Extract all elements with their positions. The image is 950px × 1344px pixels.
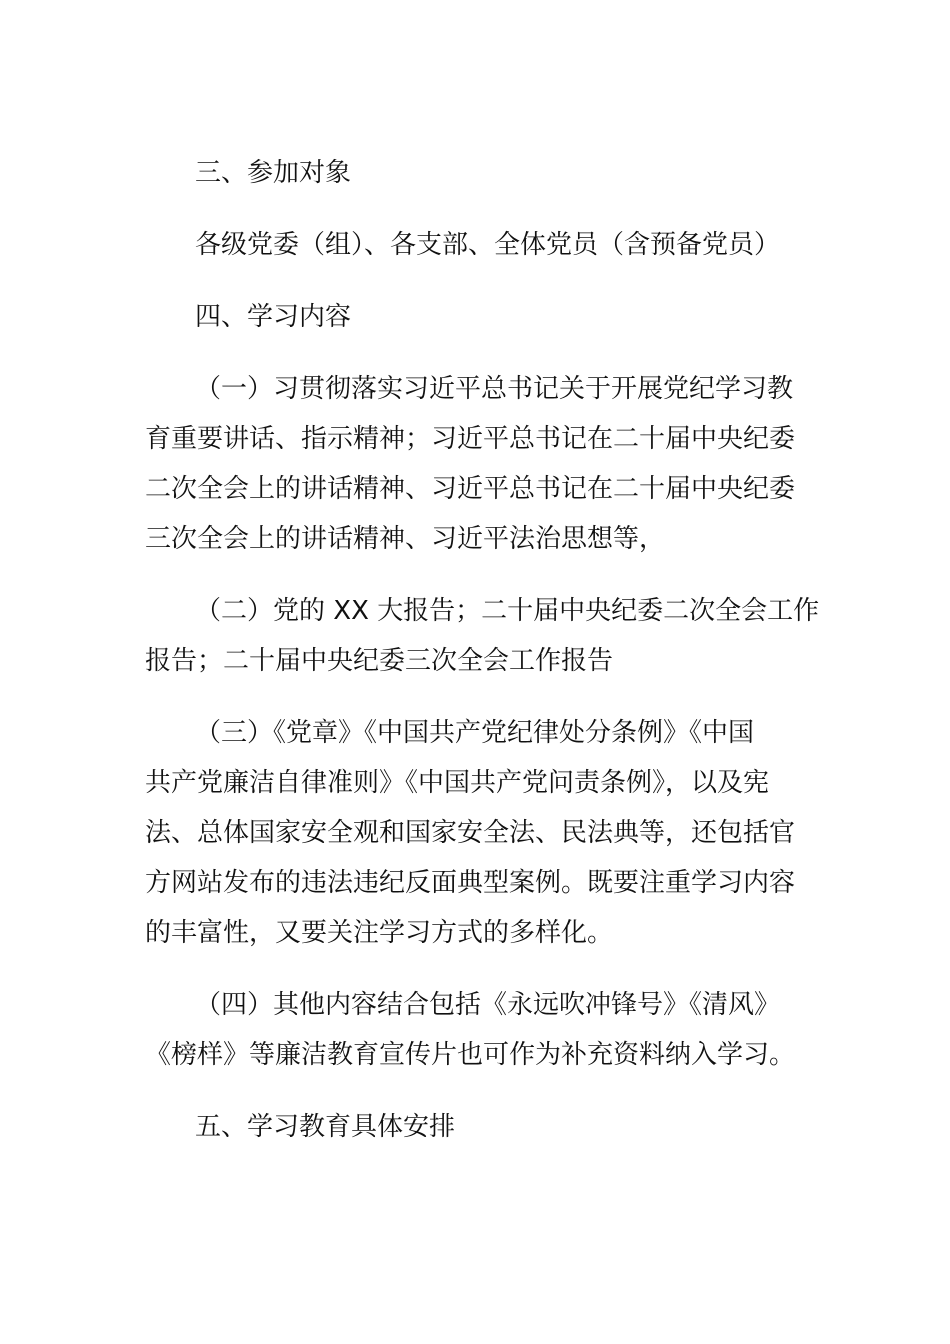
participants-text: 各级党委（组）、各支部、全体党员（含预备党员） [195, 230, 781, 260]
paragraph-1-line-4: 三次全会上的讲话精神、习近平法治思想等， [145, 524, 666, 554]
paragraph-1-line-3: 二次全会上的讲话精神、习近平总书记在二十届中央纪委 [145, 474, 796, 504]
paragraph-3-line-3: 法、总体国家安全观和国家安全法、民法典等，还包括官 [145, 818, 796, 848]
paragraph-2-line-2: 报告；二十届中央纪委三次全会工作报告 [145, 646, 614, 676]
paragraph-3-line-2: 共产党廉洁自律准则》《中国共产党问责条例》，以及宪 [145, 768, 770, 798]
paragraph-3-line-4: 方网站发布的违法违纪反面典型案例。既要注重学习内容 [145, 868, 796, 898]
paragraph-1-line-1: （一）习贯彻落实习近平总书记关于开展党纪学习教 [195, 374, 794, 404]
section-heading-participants: 三、参加对象 [195, 158, 352, 188]
section-heading-arrangement: 五、学习教育具体安排 [195, 1112, 456, 1142]
paragraph-2-line-1: （二）党的 XX 大报告；二十届中央纪委二次全会工作 [195, 596, 820, 626]
paragraph-3-line-5: 的丰富性，又要关注学习方式的多样化。 [145, 918, 614, 948]
section-heading-content: 四、学习内容 [195, 302, 352, 332]
paragraph-3-line-1: （三）《党章》《中国共产党纪律处分条例》《中国 [195, 718, 755, 748]
paragraph-4-line-1: （四）其他内容结合包括《永远吹冲锋号》《清风》 [195, 990, 781, 1020]
paragraph-4-line-2: 《榜样》等廉洁教育宣传片也可作为补充资料纳入学习。 [145, 1040, 796, 1070]
paragraph-1-line-2: 育重要讲话、指示精神；习近平总书记在二十届中央纪委 [145, 424, 796, 454]
